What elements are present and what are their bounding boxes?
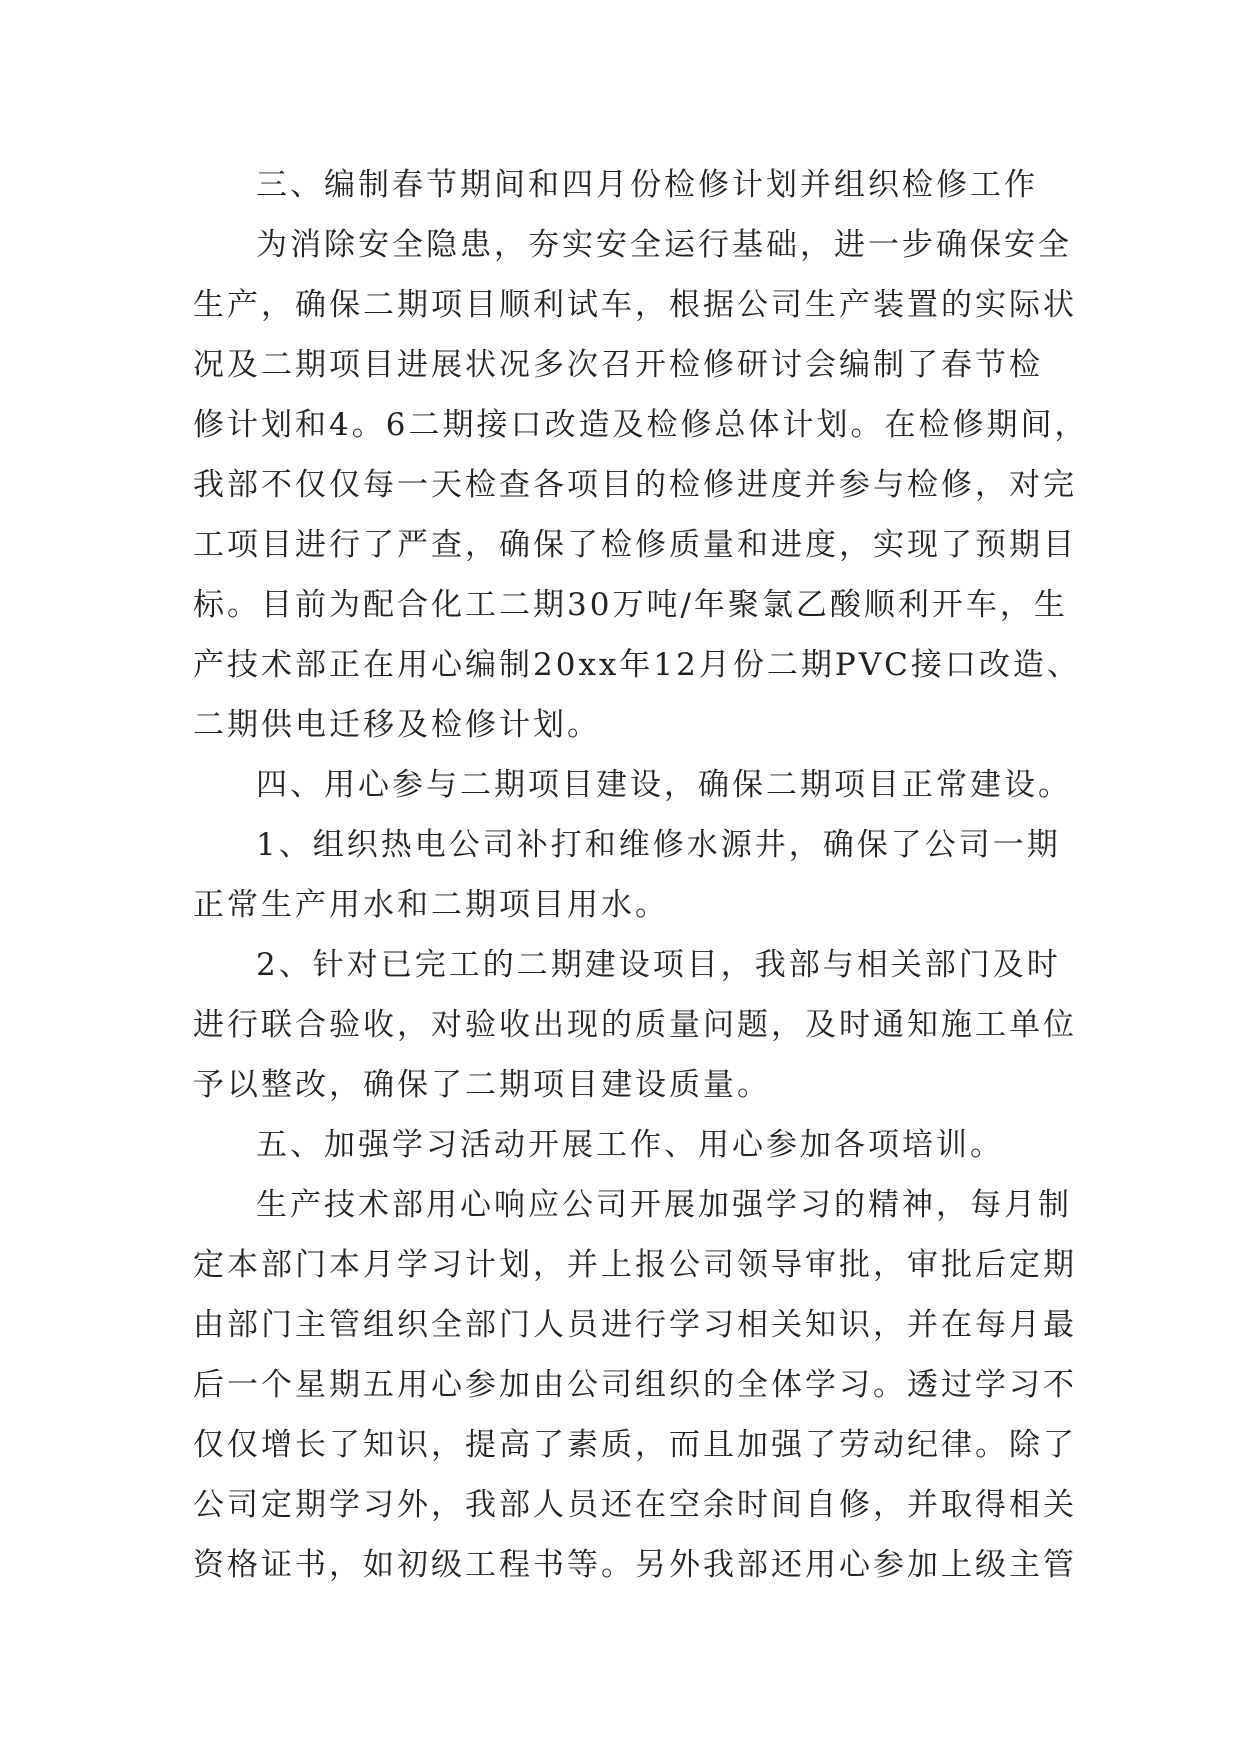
- paragraph-line: 况及二期项目进展状况多次召开检修研讨会编制了春节检: [193, 347, 1043, 383]
- paragraph-line: 生产技术部用心响应公司开展加强学习的精神，每月制: [256, 1187, 1072, 1223]
- paragraph-line: 仅仅增长了知识，提高了素质，而且加强了劳动纪律。除了: [193, 1427, 1077, 1463]
- section-heading-3: 三、编制春节期间和四月份检修计划并组织检修工作: [256, 167, 1038, 203]
- paragraph-line: 予以整改，确保了二期项目建设质量。: [193, 1067, 771, 1103]
- paragraph-line: 资格证书，如初级工程书等。另外我部还用心参加上级主管: [193, 1547, 1077, 1583]
- paragraph-line: 我部不仅仅每一天检查各项目的检修进度并参与检修，对完: [193, 467, 1077, 503]
- paragraph-line: 2、针对已完工的二期建设项目，我部与相关部门及时: [256, 947, 1061, 983]
- section-heading-5: 五、加强学习活动开展工作、用心参加各项培训。: [256, 1127, 1004, 1163]
- paragraph-line: 后一个星期五用心参加由公司组织的全体学习。透过学习不: [193, 1367, 1077, 1403]
- paragraph-line: 正常生产用水和二期项目用水。: [193, 887, 669, 923]
- paragraph-line: 由部门主管组织全部门人员进行学习相关知识，并在每月最: [193, 1307, 1077, 1343]
- paragraph-line: 产技术部正在用心编制20xx年12月份二期PVC接口改造、: [193, 647, 1081, 683]
- paragraph-line: 生产，确保二期项目顺利试车，根据公司生产装置的实际状: [193, 287, 1077, 323]
- paragraph-line: 标。目前为配合化工二期30万吨/年聚氯乙酸顺利开车，生: [193, 587, 1068, 623]
- paragraph-line: 1、组织热电公司补打和维修水源井，确保了公司一期: [256, 827, 1061, 863]
- paragraph-line: 公司定期学习外，我部人员还在空余时间自修，并取得相关: [193, 1487, 1077, 1523]
- paragraph-line: 定本部门本月学习计划，并上报公司领导审批，审批后定期: [193, 1247, 1077, 1283]
- paragraph-line: 二期供电迁移及检修计划。: [193, 707, 601, 743]
- paragraph-line: 为消除安全隐患，夯实安全运行基础，进一步确保安全: [256, 227, 1072, 263]
- section-heading-4: 四、用心参与二期项目建设，确保二期项目正常建设。: [256, 767, 1072, 803]
- paragraph-line: 修计划和4。6二期接口改造及检修总体计划。在检修期间，: [193, 407, 1089, 443]
- paragraph-line: 进行联合验收，对验收出现的质量问题，及时通知施工单位: [193, 1007, 1077, 1043]
- paragraph-line: 工项目进行了严查，确保了检修质量和进度，实现了预期目: [193, 527, 1077, 563]
